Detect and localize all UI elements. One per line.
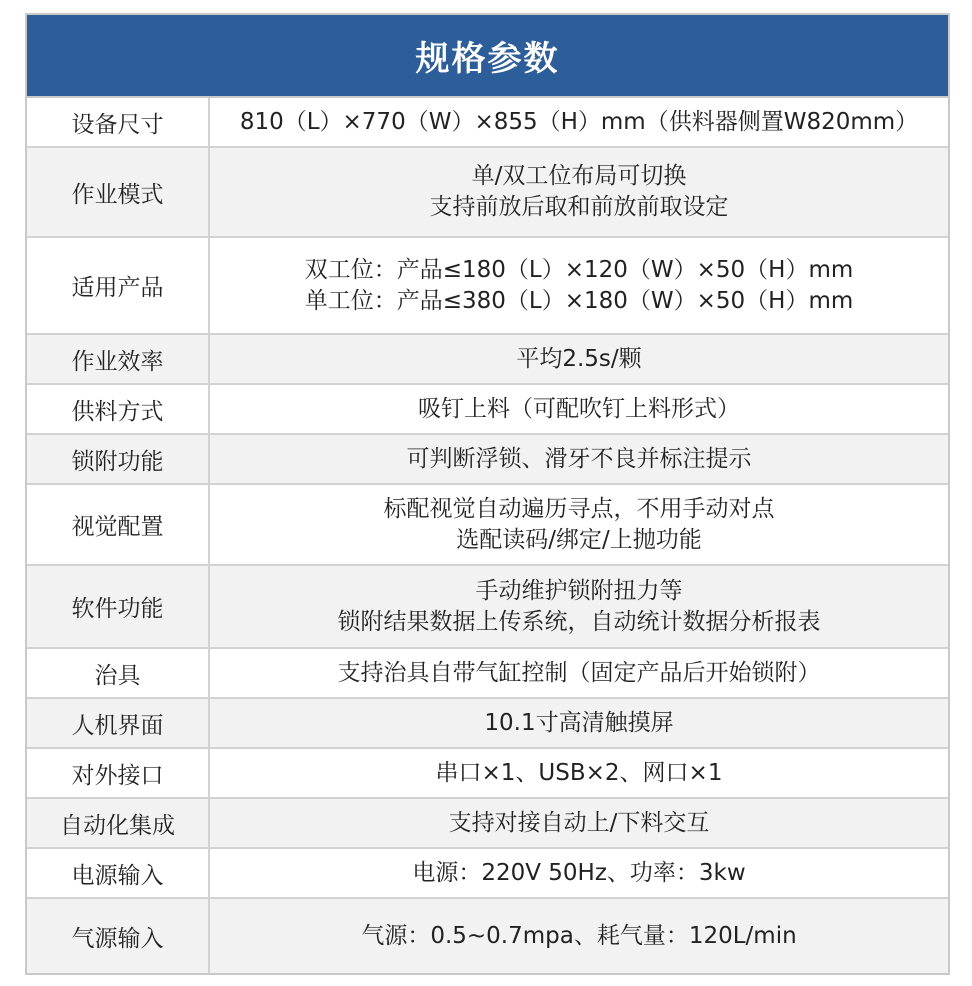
value-line: 单/双工位布局可切换 bbox=[471, 163, 687, 189]
row-value bbox=[210, 899, 948, 973]
row-label: 治具 bbox=[27, 649, 210, 697]
table-row bbox=[27, 749, 948, 799]
value-line: 双工位：产品≤180（L）×120（W）×50（H）mm bbox=[304, 256, 854, 283]
table-row bbox=[27, 899, 948, 973]
row-value bbox=[210, 849, 948, 897]
row-label: 电源输入 bbox=[27, 849, 210, 897]
table-row bbox=[27, 385, 948, 435]
value-line: 吸钉上料（可配吹钉上料形式） bbox=[418, 395, 740, 422]
value-line: 锁附结果数据上传系统，自动统计数据分析报表 bbox=[337, 608, 821, 635]
value-line: 10.1寸高清触摸屏 bbox=[484, 709, 674, 736]
row-label: 自动化集成 bbox=[27, 799, 210, 847]
row-label: 对外接口 bbox=[27, 749, 210, 797]
row-value bbox=[210, 148, 948, 236]
row-value bbox=[210, 335, 948, 383]
table-row bbox=[27, 566, 948, 649]
value-line: 气源：0.5~0.7mpa、耗气量：120L/min bbox=[361, 922, 797, 949]
value-line: 选配读码/绑定/上抛功能 bbox=[456, 526, 702, 553]
table-row bbox=[27, 849, 948, 899]
row-label: 气源输入 bbox=[27, 899, 210, 973]
table-row bbox=[27, 649, 948, 699]
table-title: 规格参数 bbox=[27, 15, 948, 98]
table-row bbox=[27, 335, 948, 385]
table-row bbox=[27, 799, 948, 849]
value-line: 支持治具自带气缸控制（固定产品后开始锁附） bbox=[337, 659, 821, 686]
table-row bbox=[27, 435, 948, 485]
table-row bbox=[27, 148, 948, 238]
table-row bbox=[27, 485, 948, 566]
row-value bbox=[210, 749, 948, 797]
row-value bbox=[210, 649, 948, 697]
row-label: 作业效率 bbox=[27, 335, 210, 383]
row-label: 设备尺寸 bbox=[27, 98, 210, 146]
value-line: 平均2.5s/颗 bbox=[516, 345, 642, 372]
value-line: 810（L）×770（W）×855（H）mm（供料器侧置W820mm） bbox=[239, 108, 919, 135]
value-line: 支持前放后取和前放前取设定 bbox=[429, 194, 729, 220]
table-row bbox=[27, 699, 948, 749]
row-label: 作业模式 bbox=[27, 148, 210, 236]
row-value bbox=[210, 98, 948, 146]
row-value bbox=[210, 566, 948, 647]
row-label: 视觉配置 bbox=[27, 485, 210, 564]
row-value bbox=[210, 485, 948, 564]
row-value bbox=[210, 799, 948, 847]
row-label: 适用产品 bbox=[27, 238, 210, 333]
row-label: 软件功能 bbox=[27, 566, 210, 647]
row-label: 人机界面 bbox=[27, 699, 210, 747]
row-value bbox=[210, 385, 948, 433]
value-line: 手动维护锁附扭力等 bbox=[475, 577, 683, 604]
table-row bbox=[27, 238, 948, 335]
value-line: 支持对接自动上/下料交互 bbox=[448, 809, 710, 836]
table-row bbox=[27, 98, 948, 148]
row-value bbox=[210, 238, 948, 333]
row-value bbox=[210, 435, 948, 483]
value-line: 可判断浮锁、滑牙不良并标注提示 bbox=[406, 445, 752, 472]
value-line: 电源：220V 50Hz、功率：3kw bbox=[412, 859, 746, 886]
spec-table bbox=[25, 13, 950, 975]
value-line: 串口×1、USB×2、网口×1 bbox=[435, 759, 723, 786]
value-line: 单工位：产品≤380（L）×180（W）×50（H）mm bbox=[304, 287, 854, 314]
value-line: 标配视觉自动遍历寻点，不用手动对点 bbox=[383, 495, 775, 522]
row-label: 锁附功能 bbox=[27, 435, 210, 483]
row-value bbox=[210, 699, 948, 747]
row-label: 供料方式 bbox=[27, 385, 210, 433]
